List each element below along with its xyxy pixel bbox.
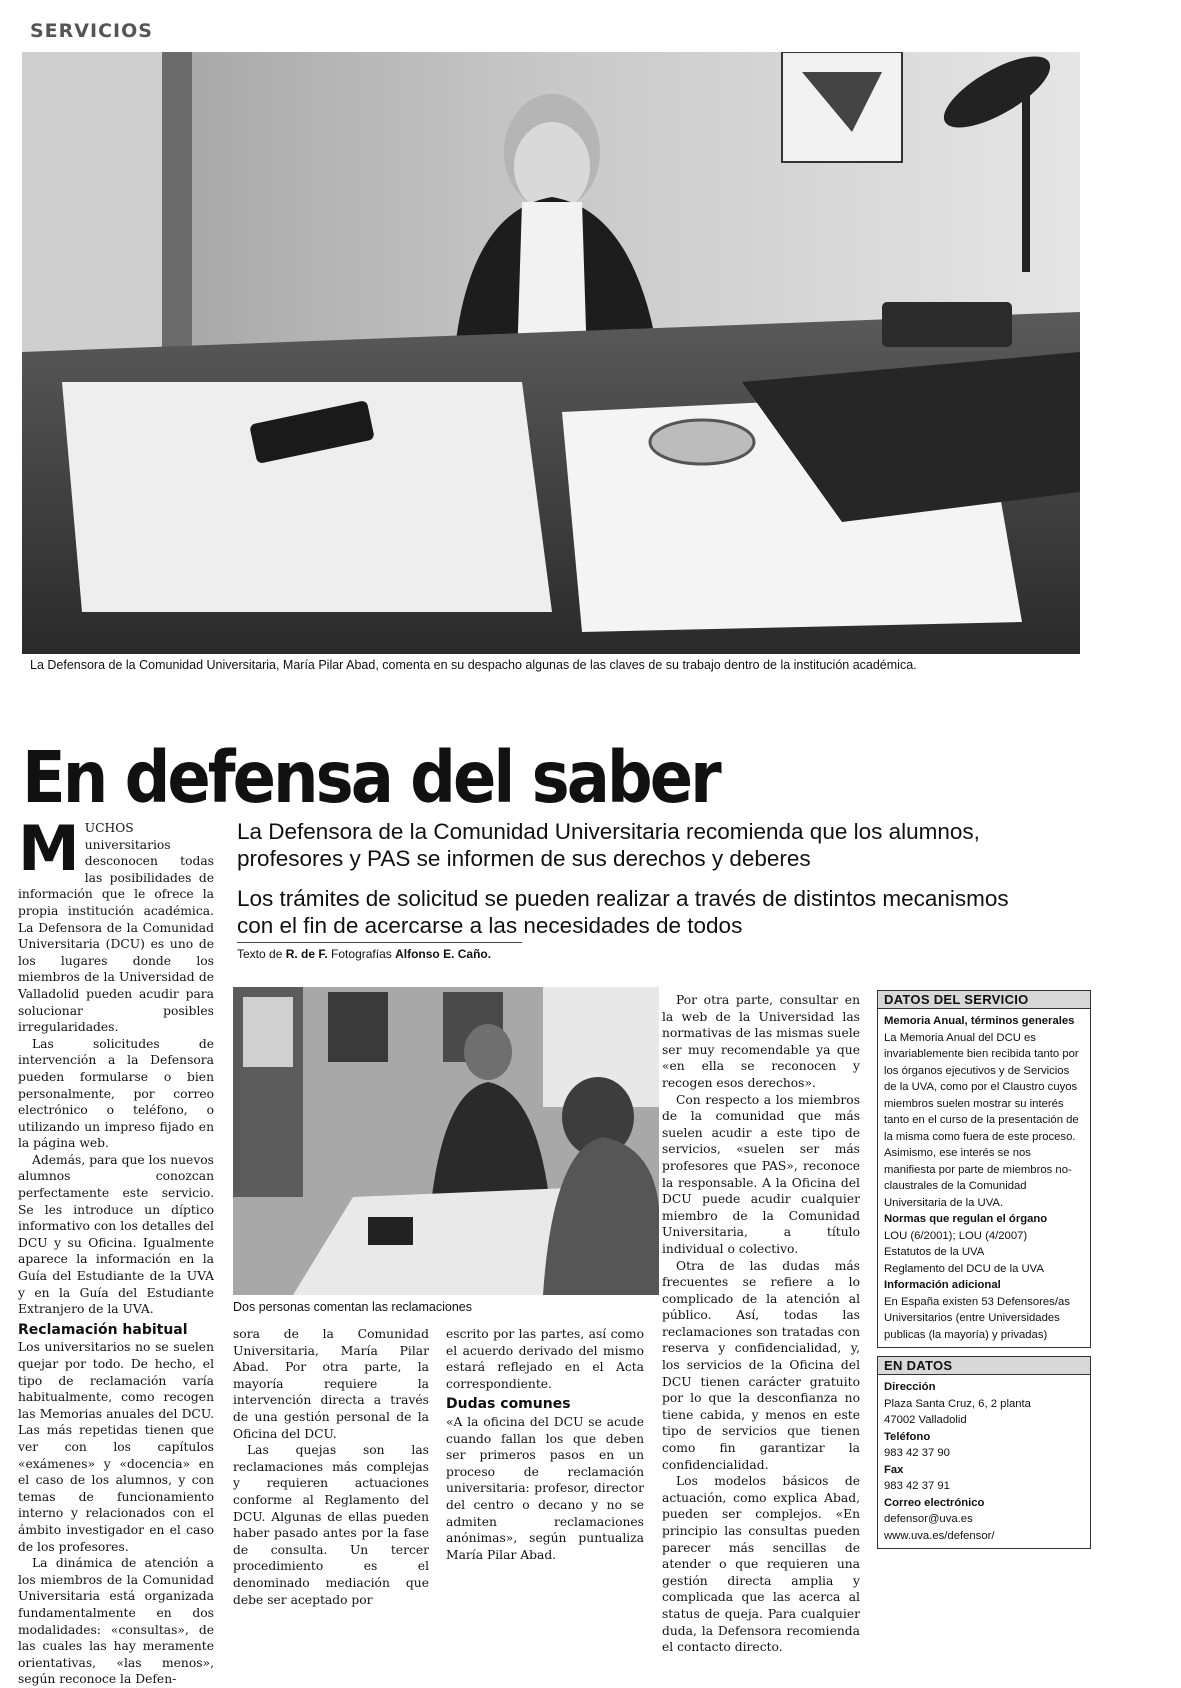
byline-photo-prefix: Fotografías [327,947,396,961]
drop-cap: M [18,812,80,885]
col4-paragraph-2: Con respecto a los miembros de la comunidad que más suelen acudir a este tipo de servicios, «suelen ser más profesores que PAS», reconoce la responsable. A la Oficina del DCU puede acudir cualquier miembro de la Comunidad Universitaria, a título individual o colectivo. [662,1092,860,1256]
main-photo [22,52,1080,654]
col1-heading: Reclamación habitual [18,1321,188,1338]
box1-norma-reglamento: Reglamento del DCU de la UVA [884,1262,1044,1275]
credit-rule [237,942,522,943]
col4-paragraph-3: Otra de las dudas más frecuentes se refiere a lo complicado de la atención al público. Así, todas las reclamaciones son tratadas con reserva y confidencialidad, y, los servicios de la Oficina del DCU tienen carácter gratuito por lo que la desconfianza no tiene cabida, y menos en este tipo de servicios que tienen como fin garantizar la confidencialidad. [662,1258,860,1472]
article-column-3 [446,1326,644,1563]
box1-title: DATOS DEL SERVICIO [878,991,1090,1009]
box1-norma-estatutos: Estatutos de la UVA [884,1246,985,1258]
box1-label-normas: Normas que regulan el órgano [884,1213,1048,1225]
col1-paragraph-5: La dinámica de atención a los miembros de la Comunidad Universitaria está organizada fundamentalmente en dos modalidades: «consultas», de las cuales las hay meramente orientativas, «las menos», según reconoce la Defen- [18,1556,214,1687]
col1-paragraph-3: Además, para que los nuevos alumnos conozcan perfectamente este servicio. Se les introduce un díptico informativo con los detalles del DCU y su Oficina. Igualmente aparece la información en la Guía del Estudiante de la UVA y en la Guía del Estudiante Extranjero de la UVA. [18,1152,214,1317]
box2-address-line-2: 47002 Valladolid [884,1414,967,1426]
article-column-2 [233,1326,429,1608]
col2-paragraph-2: Las quejas son las reclamaciones más complejas y requieren actuaciones conforme al Reglamento del DCU. Algunas de ellas pueden haber pasado antes por la fase de consulta. Un tercer procedimiento es el denominado mediación que debe ser aceptado por [233,1443,429,1607]
col2-paragraph-1: sora de la Comunidad Universitaria, María Pilar Abad. Por otra parte, la mayoría requiere la intervención directa a través de una gestión personal de la Oficina del DCU. [233,1327,429,1441]
box1-norma-lou: LOU (6/2001); LOU (4/2007) [884,1229,1028,1242]
box2-label-fax: Fax [884,1463,904,1476]
box1-text-info: En España existen 53 Defensores/as Universitarios (entre Universidades publicas (la mayoría) y privadas) [884,1295,1070,1341]
article-column-4 [662,992,860,1656]
col3-heading: Dudas comunes [446,1396,571,1413]
box2-title: EN DATOS [878,1357,1090,1375]
box2-label-direccion: Dirección [884,1381,936,1393]
second-photo [233,987,659,1295]
meeting-scene-illustration [233,987,659,1295]
en-datos-box [877,1356,1091,1549]
datos-del-servicio-box [877,990,1091,1348]
col3-paragraph-2: «A la oficina del DCU se acude cuando fallan los que deben ser primeros pasos en un proceso de reclamación universitaria: profesor, director del centro o decano y no se admiten reclamaciones anónimas», según puntualiza María Pilar Abad. [446,1414,644,1562]
byline-photo-author: Alfonso E. Caño. [395,947,492,961]
byline [237,947,657,961]
col1-intro: UCHOS universitarios desconocen todas las posibilidades de información que le ofrece la propia institución académica. La Defensora de la Comunidad Universitaria (DCU) es uno de los lugares donde los miembros de la Universidad de Valladolid pueden acudir para solucionar posibles irregularidades. [18,821,214,1035]
box2-email: defensor@uva.es [884,1513,973,1525]
subhead-1: La Defensora de la Comunidad Universitaria recomienda que los alumnos, profesores y PAS se informen de sus derechos y deberes [237,819,980,871]
box2-address-line-1: Plaza Santa Cruz, 6, 2 planta [884,1397,1031,1410]
box2-telefono: 983 42 37 90 [884,1447,950,1459]
headline: En defensa del saber [22,737,719,820]
box2-web: www.uva.es/defensor/ [884,1529,995,1542]
box2-label-email: Correo electrónico [884,1496,985,1509]
subhead-2: Los trámites de solicitud se pueden realizar a través de distintos mecanismos con el fin de acercarse a las necesidades de todos [237,886,1009,938]
box2-label-telefono: Teléfono [884,1430,931,1443]
office-scene-illustration [22,52,1080,654]
col1-paragraph-2: Las solicitudes de intervención a la Defensora pueden formularse o bien personalmente, por correo electrónico o teléfono, o utilizando un impreso fijado en la página web. [18,1036,214,1151]
byline-text-author: R. de F. [285,947,328,961]
col1-paragraph-4: Los universitarios no se suelen quejar por todo. De hecho, el tipo de reclamación varía habitualmente, como recogen las Memorias anuales del DCU. Las más repetidas tienen que ver con los capítulos «exámenes» y «docencia» en el caso de los alumnos, y con temas de funcionamiento interno y relacionados con el ámbito investigador en el caso de los profesores. [18,1340,214,1554]
article-column-1 [18,812,214,1688]
main-photo-caption: La Defensora de la Comunidad Universitaria, María Pilar Abad, comenta en su despacho algunas de las claves de su trabajo dentro de la institución académica. [30,658,917,672]
section-label: SERVICIOS [30,20,153,42]
col4-paragraph-4: Los modelos básicos de actuación, como explica Abad, pueden ser complejos. «En principio las consultas pueden parecer más sencillas de atender o que requieren una gestión directa amplia y complicada que las acerca al status de queja. Para cualquier duda, la Defensora recomienda el contacto directo. [662,1474,860,1655]
col4-paragraph-1: Por otra parte, consultar en la web de la Universidad las normativas de las mismas suele ser muy recomendable ya que «en ella se reconocen y recogen esos derechos». [662,993,860,1090]
box1-text-memoria: La Memoria Anual del DCU es invariablemente bien recibida tanto por los órganos ejecutivos y de Servicios de la UVA, como por el Claustro cuyos miembros suelen mostrar su interés tanto en el curso de la presentación de la misma como fuera de este proceso. Asimismo, ese interés se nos manifiesta por parte de miembros no-claustrales de la Comunidad Universitaria de la UVA. [884,1031,1079,1209]
box1-label-info: Información adicional [884,1279,1001,1291]
box1-label-memoria: Memoria Anual, términos generales [884,1015,1075,1027]
box2-fax: 983 42 37 91 [884,1480,950,1492]
byline-text-prefix: Texto de [237,947,286,961]
col3-paragraph-1: escrito por las partes, así como el acuerdo derivado del mismo estará reflejado en el Acta correspondiente. [446,1327,644,1391]
second-photo-caption: Dos personas comentan las reclamaciones [233,1300,473,1314]
